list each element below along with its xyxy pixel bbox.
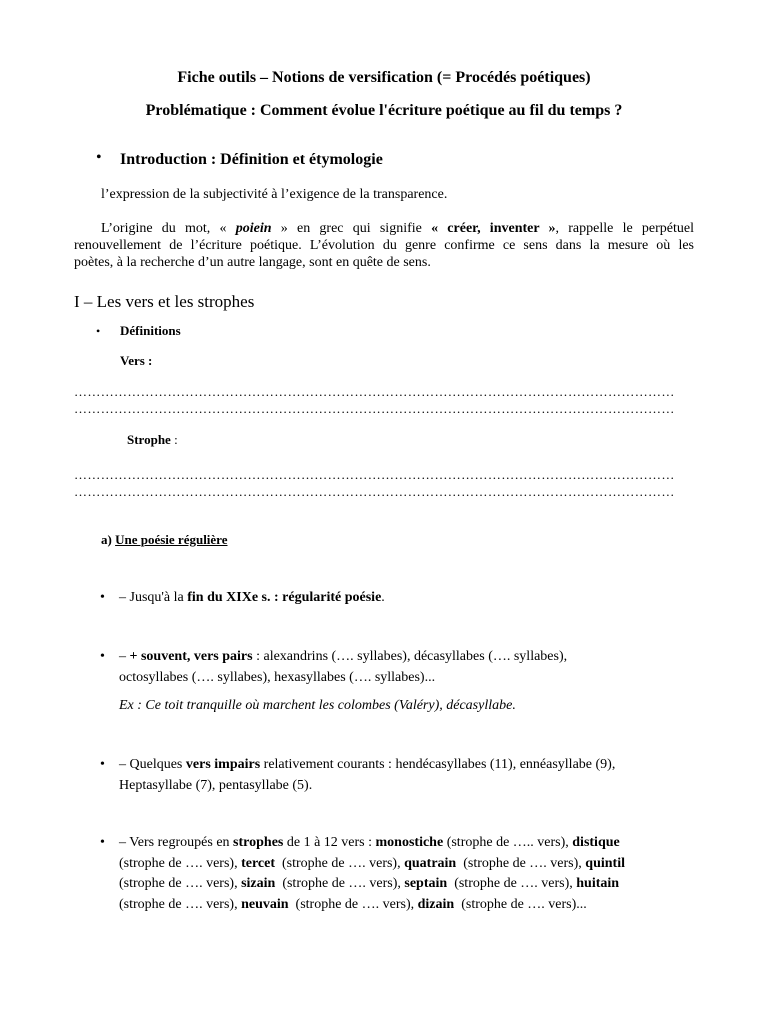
dash: –: [119, 649, 130, 664]
list-item-line-2: octosyllabes (…. syllabes), hexasyllabes (…. syllabes)...: [119, 670, 436, 685]
text-fragment: (strophe de …. vers),: [119, 876, 242, 891]
text-fragment: (strophe de …. vers),: [275, 876, 405, 891]
list-item: [119, 647, 699, 716]
text-emphasis: + souvent, vers pairs: [129, 649, 253, 664]
term-strophes: strophes: [233, 835, 284, 850]
text-fragment: de 1 à 12 vers :: [283, 835, 376, 850]
text-fragment: Quelques: [129, 757, 186, 772]
list-item: [119, 588, 699, 608]
dash: –: [119, 757, 130, 772]
list-item-line-2: [119, 854, 699, 875]
dotted-line: ………………………………………………………………………………………………………………………: [74, 467, 675, 482]
text-fragment: relativement courants : hendécasyllabes (11), ennéasyllabe (9),: [260, 757, 616, 772]
term-sizain: sizain: [241, 876, 276, 891]
section-heading: I – Les vers et les strophes: [74, 292, 255, 311]
text-fragment: (strophe de …. vers),: [447, 876, 577, 891]
term-huitain: huitain: [576, 876, 620, 891]
text-fragment: (strophe de …. vers),: [288, 896, 418, 912]
list-item-line-1: [119, 833, 699, 854]
dotted-line: ………………………………………………………………………………………………………………………: [74, 484, 675, 499]
term-quatrain: quatrain: [404, 855, 457, 871]
subsection-title: Une poésie régulière: [115, 532, 228, 547]
document-title: Fiche outils – Notions de versification (= Procédés poétiques): [177, 69, 591, 86]
intro-paragraph-line-3: poètes, à la recherche d’un autre langage, sont en quête de sens.: [74, 255, 431, 270]
term-neuvain: neuvain: [241, 896, 289, 912]
text-emphasis: fin du XIXe s. : régularité poésie: [187, 590, 382, 605]
term-tercet: tercet: [241, 855, 276, 871]
list-item-line-2: Heptasyllabe (7), pentasyllabe (5).: [119, 778, 313, 793]
bullet-icon: •: [100, 757, 105, 772]
subsection-prefix: a): [101, 532, 116, 547]
bullet-icon: •: [100, 590, 105, 605]
list-item-line-4: [119, 895, 699, 916]
bullet-icon: •: [96, 149, 102, 166]
strophe-label: [127, 432, 178, 448]
text-emphasis: vers impairs: [185, 757, 261, 772]
intro-heading: Introduction : Définition et étymologie: [120, 151, 383, 168]
poiein-term: poiein: [235, 221, 272, 236]
example-line: Ex : Ce toit tranquille où marchent les colombes (Valéry), décasyllabe.: [119, 698, 516, 713]
bullet-icon: •: [96, 324, 101, 338]
term-septain: septain: [404, 876, 448, 891]
list-item-line-1: [119, 755, 699, 775]
text-fragment: : alexandrins (…. syllabes), décasyllabes (…. syllabes),: [252, 649, 568, 664]
dotted-line: ………………………………………………………………………………………………………………………: [74, 401, 675, 416]
term-quintil: quintil: [585, 855, 625, 871]
text-fragment: » en grec qui signifie: [271, 221, 432, 236]
problematique-heading: Problématique : Comment évolue l'écriture poétique au fil du temps ?: [145, 102, 623, 119]
list-item-line-1: [119, 647, 699, 667]
text-fragment: Vers regroupés en: [129, 835, 234, 850]
strophe-word: Strophe: [127, 432, 171, 447]
definitions-label: Définitions: [120, 323, 181, 338]
bullet-icon: •: [100, 835, 105, 850]
term-monostiche: monostiche: [375, 835, 444, 850]
list-item-line-3: [119, 874, 699, 895]
list-item: [119, 755, 699, 796]
text-fragment: (strophe de …. vers),: [456, 855, 586, 871]
bullet-icon: •: [100, 649, 105, 664]
text-fragment: (strophe de …. vers)...: [454, 896, 587, 912]
dash: –: [119, 835, 130, 850]
text-fragment: (strophe de …. vers),: [119, 896, 242, 912]
text-fragment: :: [170, 432, 178, 447]
intro-paragraph-line-2: renouvellement de l’écriture poétique. L’évolution du genre confirme ce sens dans la mesure où les: [74, 238, 694, 253]
dotted-line: ………………………………………………………………………………………………………………………: [74, 384, 675, 399]
term-distique: distique: [572, 835, 620, 850]
text-fragment: L’origine du mot, «: [101, 221, 236, 236]
text-fragment: (strophe de ….. vers),: [443, 835, 573, 850]
dash: –: [119, 590, 130, 605]
list-item: [119, 833, 699, 915]
intro-paragraph: [74, 219, 694, 272]
term-dizain: dizain: [417, 896, 455, 912]
text-fragment: (strophe de …. vers),: [275, 855, 405, 871]
text-fragment: .: [381, 590, 385, 605]
vers-label: Vers :: [120, 353, 153, 368]
text-fragment: Jusqu'à la: [129, 590, 188, 605]
creer-term: « créer, inventer »: [431, 221, 556, 236]
intro-line: l’expression de la subjectivité à l’exigence de la transparence.: [101, 187, 448, 202]
text-fragment: (strophe de …. vers),: [119, 855, 242, 871]
text-fragment: , rappelle le perpétuel: [555, 221, 694, 236]
subsection-heading: [101, 532, 228, 548]
